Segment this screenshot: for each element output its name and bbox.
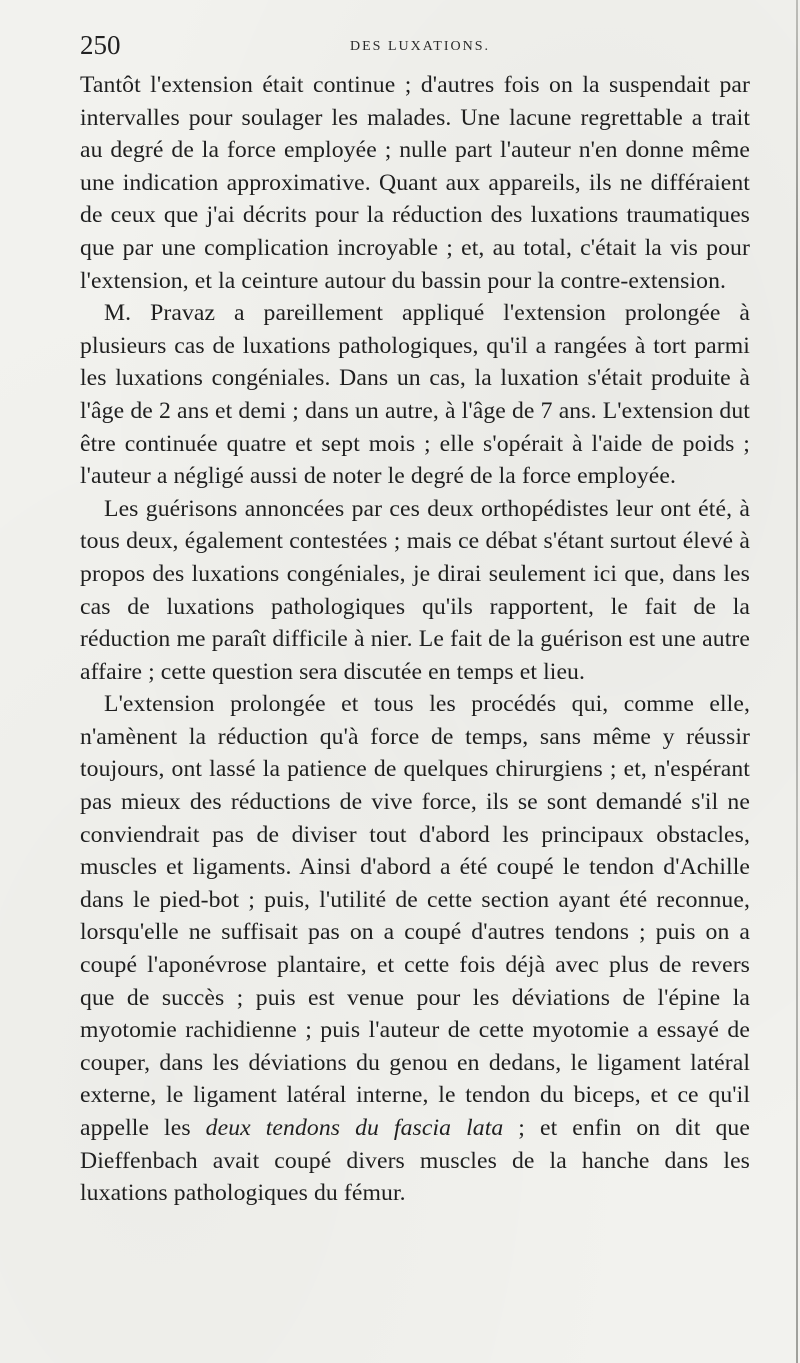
body-text [80, 69, 750, 1210]
paragraph-4 [80, 688, 750, 1210]
paragraph-1: Tantôt l'extension était continue ; d'autres fois on la suspendait par intervalles pour soulager les malades. Une lacune regrettable a trait au degré de la force employée ; nulle part l'auteur n'en donne même une indication approximative. Quant aux appareils, ils ne différaient de ceux que j'ai décrits pour la réduction des luxations traumatiques que par une complication incroyable ; et, au total, c'était la vis pour l'extension, et la ceinture autour du bassin pour la contre-extension. [80, 72, 750, 294]
paragraph-4-text-end: ; et enfin on dit que Dieffenbach avait coupé divers muscles de la hanche dans les luxations pathologiques du fémur. [80, 1115, 750, 1207]
running-head: DES LUXATIONS. [350, 39, 490, 54]
page-edge-shadow [796, 0, 798, 1363]
paragraph-4-text-start: L'extension prolongée et tous les procédés qui, comme elle, n'amènent la réduction qu'à force de temps, sans même y réussir toujours, ont lassé la patience de quelques chirurgiens ; et, n'espérant pas mieux des réductions de vive force, ils se sont demandé s'il ne conviendrait pas de diviser tout d'abord les principaux obstacles, muscles et ligaments. Ainsi d'abord a été coupé le tendon d'Achille dans le pied-bot ; puis, l'utilité de cette section ayant été reconnue, lorsqu'elle ne suffisait pas on a coupé d'autres tendons ; puis on a coupé l'aponévrose plantaire, et cette fois déjà avec plus de revers que de succès ; puis est venue pour les déviations de l'épine la myotomie rachidienne ; puis l'auteur de cette myotomie a essayé de couper, dans les déviations du genou en dedans, le ligament latéral externe, le ligament latéral interne, le tendon du biceps, et ce qu'il appelle les [80, 691, 750, 1141]
paragraph-3: Les guérisons annoncées par ces deux orthopédistes leur ont été, à tous deux, également contestées ; mais ce débat s'étant surtout élevé à propos des luxations congéniales, je dirai seulement ici que, dans les cas de luxations pathologiques qu'ils rapportent, le fait de la réduction me paraît difficile à nier. Le fait de la guérison est une autre affaire ; cette question sera discutée en temps et lieu. [80, 495, 750, 685]
page-header [80, 30, 760, 70]
italic-phrase: deux tendons du fascia lata [205, 1115, 504, 1141]
paragraph-2: M. Pravaz a pareillement appliqué l'extension prolongée à plusieurs cas de luxations pathologiques, qu'il a rangées à tort parmi les luxations congéniales. Dans un cas, la luxation s'était produite à l'âge de 2 ans et demi ; dans un autre, à l'âge de 7 ans. L'extension dut être continuée quatre et sept mois ; elle s'opérait à l'aide de poids ; l'auteur a négligé aussi de noter le degré de la force employée. [80, 300, 750, 490]
page-number: 250 [80, 30, 121, 60]
